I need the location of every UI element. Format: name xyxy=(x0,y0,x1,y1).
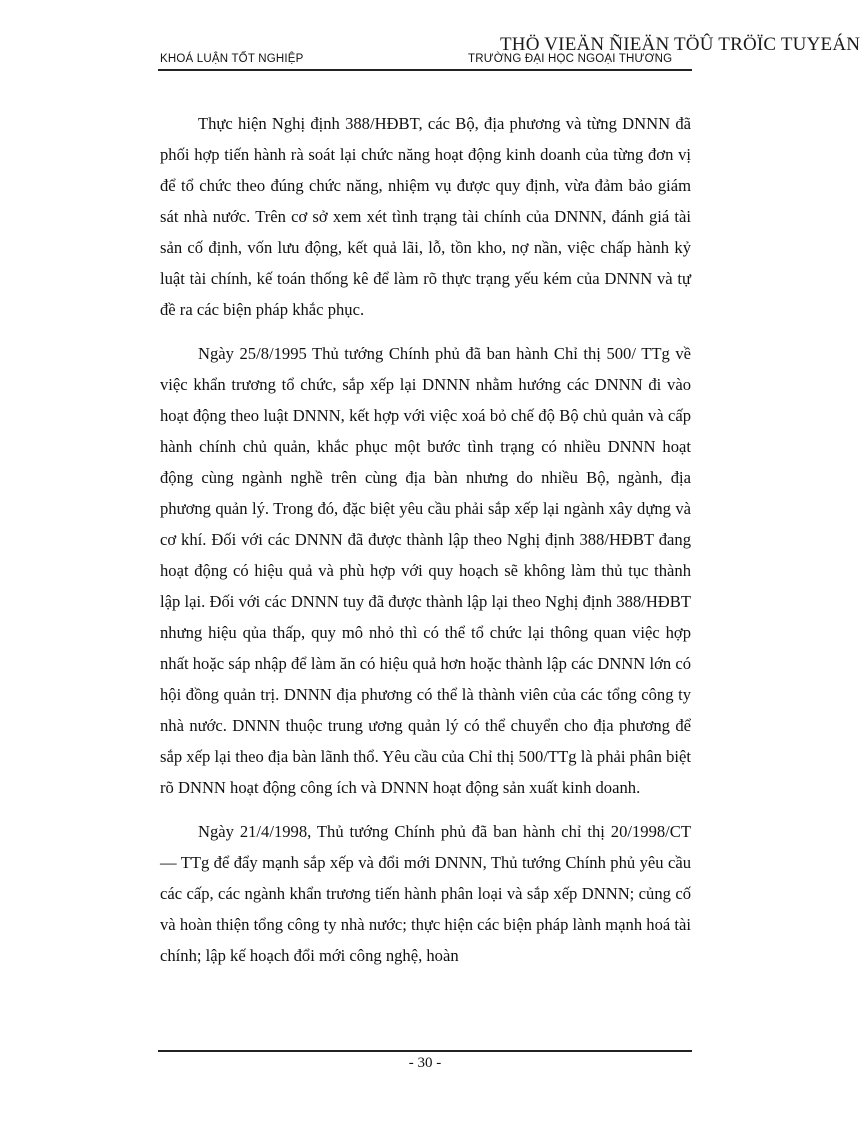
header-divider xyxy=(158,69,692,71)
footer-divider xyxy=(158,1050,692,1052)
document-body xyxy=(160,108,691,984)
paragraph-1: Thực hiện Nghị định 388/HĐBT, các Bộ, địa phương và từng DNNN đã phối hợp tiến hành rà soát lại chức năng hoạt động kinh doanh của từng đơn vị để tổ chức theo đúng chức năng, nhiệm vụ được quy định, vừa đảm bảo giám sát nhà nước. Trên cơ sở xem xét tình trạng tài chính của DNNN, đánh giá tài sản cố định, vốn lưu động, kết quả lãi, lỗ, tồn kho, nợ nần, việc chấp hành kỷ luật tài chính, kế toán thống kê để làm rõ thực trạng yếu kém của DNNN và tự đề ra các biện pháp khắc phục. xyxy=(160,114,691,319)
page-number: - 30 - xyxy=(408,1055,442,1071)
paragraph-2: Ngày 25/8/1995 Thủ tướng Chính phủ đã ban hành Chỉ thị 500/ TTg về việc khẩn trương tổ chức, sắp xếp lại DNNN nhằm hướng các DNNN đi vào hoạt động theo luật DNNN, kết hợp với việc xoá bỏ chế độ Bộ chủ quản và cấp hành chính chủ quản, khắc phục một bước tình trạng có nhiều DNNN hoạt động cùng ngành nghề trên cùng địa bàn nhưng do nhiều Bộ, ngành, địa phương quản lý. Trong đó, đặc biệt yêu cầu phải sắp xếp lại ngành xây dựng và cơ khí. Đối với các DNNN đã được thành lập theo Nghị định 388/HĐBT đang hoạt động có hiệu quả và phù hợp với quy hoạch sẽ không làm thủ tục thành lập lại. Đối với các DNNN tuy đã được thành lập lại theo Nghị định 388/HĐBT nhưng hiệu qủa thấp, quy mô nhỏ thì có thể tổ chức lại thông quan việc hợp nhất hoặc sáp nhập để làm ăn có hiệu quả hơn hoặc thành lập các DNNN lớn có hội đồng quản trị. DNNN địa phương có thể là thành viên của các tổng công ty nhà nước. DNNN thuộc trung ương quản lý có thể chuyển cho địa phương để sắp xếp lại theo địa bàn lãnh thổ. Yêu cầu của Chỉ thị 500/TTg là phải phân biệt rõ DNNN hoạt động công ích và DNNN hoạt động sản xuất kinh doanh. xyxy=(160,344,691,797)
library-watermark: THÖ VIEÄN ÑIEÄN TÖÛ TRÖÏC TUYEÁN xyxy=(500,34,860,55)
header-thesis-label: KHOÁ LUẬN TỐT NGHIỆP xyxy=(160,53,304,65)
header-university-label: TRƯỜNG ĐẠI HỌC NGOẠI THƯƠNG xyxy=(468,53,673,65)
paragraph-3: Ngày 21/4/1998, Thủ tướng Chính phủ đã ban hành chỉ thị 20/1998/CT — TTg để đẩy mạnh sắp xếp và đổi mới DNNN, Thủ tướng Chính phủ yêu cầu các cấp, các ngành khẩn trương tiến hành phân loại và sắp xếp DNNN; củng cố và hoàn thiện tổng công ty nhà nước; thực hiện các biện pháp lành mạnh hoá tài chính; lập kế hoạch đổi mới công nghệ, hoàn xyxy=(160,822,691,965)
